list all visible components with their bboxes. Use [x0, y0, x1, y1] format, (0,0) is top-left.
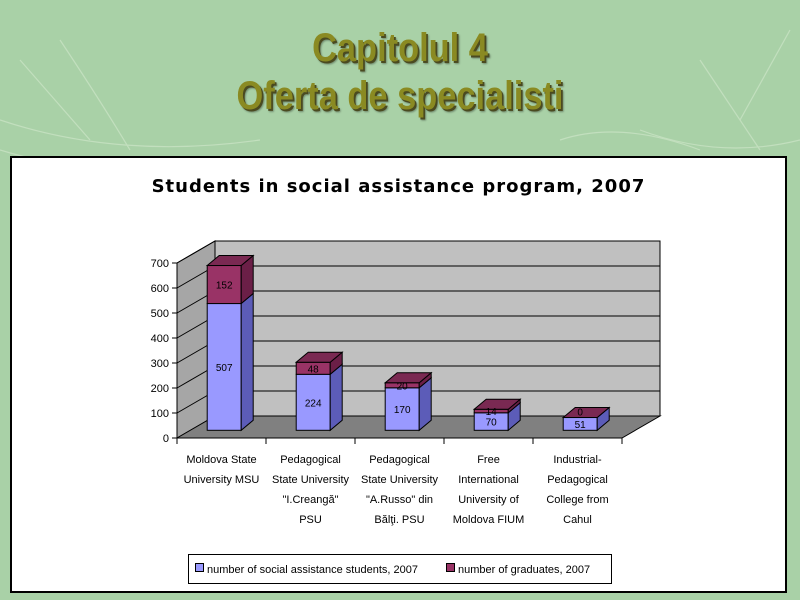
- data-label: 507: [215, 362, 233, 374]
- x-tick-label-line: Pedagogical: [280, 454, 341, 466]
- y-tick-label: 500: [150, 308, 169, 320]
- x-tick-label-line: University MSU: [183, 474, 260, 486]
- x-tick-label-line: International: [458, 474, 519, 486]
- x-tick-label-line: "A.Russo" din: [365, 494, 434, 506]
- y-tick-label: 400: [150, 333, 169, 345]
- legend-swatch-graduates: [446, 563, 455, 572]
- data-label: 0: [577, 407, 583, 419]
- data-label: 48: [307, 364, 319, 376]
- x-tick-label-line: Cahul: [563, 514, 592, 526]
- x-tick-label-line: Free: [477, 454, 500, 466]
- x-tick-label-line: State University: [271, 474, 350, 486]
- x-tick-label: [176, 450, 268, 490]
- x-tick-label-line: University of: [458, 494, 519, 506]
- legend-label-graduates: number of graduates, 2007: [458, 564, 591, 576]
- data-label: 70: [485, 417, 497, 429]
- x-tick-label-line: "I.Creangă": [282, 494, 339, 506]
- x-tick-label: [532, 450, 624, 530]
- y-tick-label: 300: [150, 358, 169, 370]
- x-tick-label-line: Bălţi. PSU: [374, 514, 425, 526]
- slide-title-line2: Oferta de specialisti: [236, 74, 564, 118]
- x-tick-label-line: Moldova FIUM: [452, 514, 525, 526]
- x-tick-label-line: State University: [360, 474, 439, 486]
- y-tick-label: 700: [150, 258, 169, 270]
- x-tick-label-line: College from: [546, 494, 609, 506]
- y-tick-label: 0: [162, 433, 169, 445]
- data-label: 170: [393, 405, 411, 417]
- x-tick-label-line: Pedagogical: [547, 474, 608, 486]
- x-tick-label-line: Pedagogical: [369, 454, 430, 466]
- chart-area: [10, 156, 787, 593]
- slide-title: [56, 24, 744, 120]
- y-tick-label: 600: [150, 283, 169, 295]
- x-tick-label-line: Moldova State: [186, 454, 257, 466]
- data-label: 20: [396, 381, 408, 393]
- data-label: 152: [215, 280, 233, 292]
- data-label: 51: [574, 419, 586, 431]
- legend-label-students: number of social assistance students, 2007: [207, 564, 418, 576]
- chart-back-wall: [215, 241, 660, 419]
- bar-side: [241, 294, 253, 431]
- chart-title: Students in social assistance program, 2007: [151, 176, 646, 197]
- x-tick-label: [443, 450, 535, 530]
- slide-title-line1: Capitolul 4: [312, 26, 488, 70]
- x-tick-label-line: PSU: [299, 514, 322, 526]
- chart-legend: [188, 554, 612, 584]
- x-tick-label: [354, 450, 446, 530]
- legend-item-graduates: [446, 563, 590, 576]
- y-tick-label: 100: [150, 408, 169, 420]
- x-tick-label: [265, 450, 357, 530]
- x-tick-label-line: Industrial-: [553, 454, 602, 466]
- legend-swatch-students: [195, 563, 204, 572]
- data-label: 224: [304, 398, 322, 410]
- y-tick-label: 200: [150, 383, 169, 395]
- legend-item-students: [195, 563, 418, 576]
- data-label: 14: [485, 407, 497, 419]
- bar-side: [330, 364, 342, 430]
